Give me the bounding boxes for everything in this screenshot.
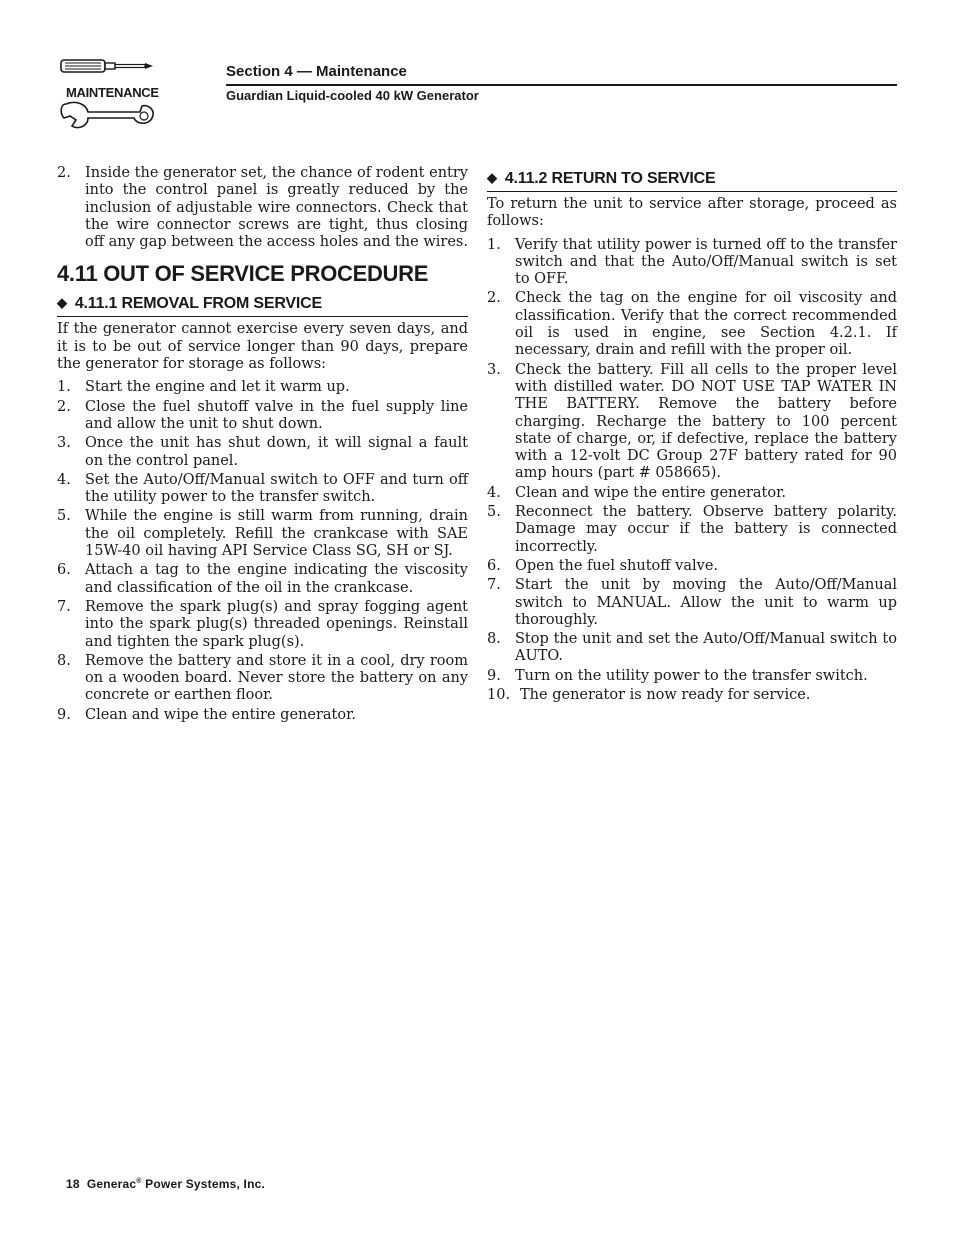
subsection-title-removal: ◆ 4.11.1 REMOVAL FROM SERVICE [57,295,468,317]
list-item: 3. Once the unit has shut down, it will signal a fault on the control panel. [57,435,468,469]
list-item: 6. Attach a tag to the engine indicating the viscosity and classification of the oil in the crankcase. [57,562,468,596]
logo-label: MAINTENANCE [66,85,159,100]
company-name: Generac [86,1177,137,1191]
list-item: 1. Start the engine and let it warm up. [57,379,350,396]
list-item: 9. Clean and wipe the entire generator. [57,706,357,723]
list-item: 1. Verify that utility power is turned off to the transfer switch and that the Auto/Off/Manual switch is set to OFF. [487,236,897,288]
maintenance-logo [56,54,160,134]
list-item: 9. Turn on the utility power to the transfer switch. [487,667,868,684]
left-column [57,165,468,726]
list-item: 7. Remove the spark plug(s) and spray fogging agent into the spark plug(s) threaded openings. Reinstall and tighten the spark plug(s). [57,598,468,650]
removal-intro: If the generator cannot exercise every seven days, and it is to be out of service longer than 90 days, prepare the generator for storage as follows: [57,321,468,373]
subsection-title-return: ◆ 4.11.2 RETURN TO SERVICE [487,170,897,192]
diamond-bullet-icon: ◆ [487,170,497,185]
section-heading: Section 4 — Maintenance [226,63,407,80]
registered-mark: ® [136,1178,142,1185]
list-item: 3. Check the battery. Fill all cells to the proper level with distilled water. DO NOT USE TAP WATER IN THE BATTERY. Remove the battery before charging. Recharge the battery to 100 percent state of charge, or, if defective, replace the battery with a 12-volt DC Group 27F battery rated for 90 amp hours (part # 058665). [487,361,897,482]
page-number: 18 [66,1177,80,1191]
list-item: 5. While the engine is still warm from running, drain the oil completely. Refill the crankcase with SAE 15W-40 oil having API Service Class SG, SH or SJ. [57,508,468,560]
removal-steps [57,379,468,724]
list-item: 4. Set the Auto/Off/Manual switch to OFF and turn off the utility power to the transfer switch. [57,471,468,506]
company-name-rest: Power Systems, Inc. [145,1177,266,1191]
list-item: 5. Reconnect the battery. Observe battery polarity. Damage may occur if the battery is connected incorrectly. [487,504,897,555]
document-subtitle: Guardian Liquid-cooled 40 kW Generator [226,88,479,103]
list-item: 7. Start the unit by moving the Auto/Off/Manual switch to MANUAL. Allow the unit to warm up thoroughly. [487,577,897,628]
header-divider [226,84,897,86]
return-intro: To return the unit to service after storage, proceed as follows: [487,196,897,230]
page-footer [66,1177,265,1191]
list-item: 2. Close the fuel shutoff valve in the fuel supply line and allow the unit to shut down. [57,398,468,432]
list-item: 8. Remove the battery and store it in a cool, dry room on a wooden board. Never store the battery on any concrete or earthen floor. [57,652,468,704]
list-item: 6. Open the fuel shutoff valve. [487,557,719,574]
right-column [487,170,897,706]
list-item: 10. The generator is now ready for service. [487,687,811,704]
list-item: 2. Inside the generator set, the chance of rodent entry into the control panel is greatly reduced by the inclusion of adjustable wire connectors. Check that the wire connector screws are tight, thus closing off any gap between the access holes and the wires. [57,165,468,251]
continued-list [57,165,468,251]
section-title: 4.11 OUT OF SERVICE PROCEDURE [57,261,429,287]
list-item: 8. Stop the unit and set the Auto/Off/Manual switch to AUTO. [487,631,897,665]
diamond-bullet-icon: ◆ [57,295,67,311]
list-item: 2. Check the tag on the engine for oil viscosity and classification. Verify that the correct recommended oil is used in engine, see Section 4.2.1. If necessary, drain and refill with the proper oil. [487,290,897,359]
list-item: 4. Clean and wipe the entire generator. [487,484,787,501]
return-steps [487,237,897,705]
